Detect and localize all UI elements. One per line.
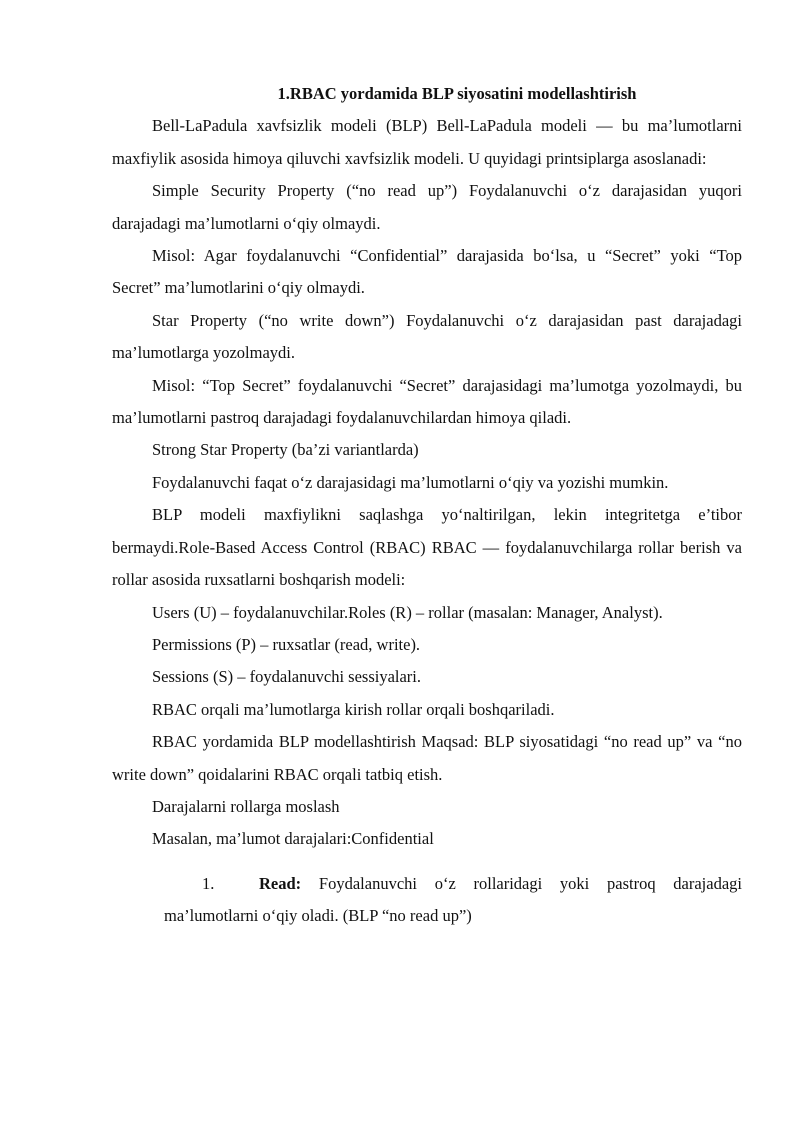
paragraph-example-write: Misol: “Top Secret” foydalanuvchi “Secret” darajasidagi ma’lumotga yozolmaydi, bu ma’lumotlarni pastroq darajadagi foydalanuvchilardan himoya qiladi. (112, 375, 742, 428)
paragraph-permissions: Permissions (P) – ruxsatlar (read, write). (152, 634, 421, 654)
list-number: 1. (202, 873, 215, 893)
paragraph-users-roles: Users (U) – foydalanuvchilar.Roles (R) – rollar (masalan: Manager, Analyst). (152, 602, 663, 622)
list-item-read (164, 868, 742, 933)
list-item-bold-label: Read: (259, 873, 302, 893)
paragraph-example-read: Misol: Agar foydalanuvchi “Confidential” darajasida bo‘lsa, u “Secret” yoki “Top Secret” ma’lumotlarini o‘qiy olmaydi. (112, 246, 742, 298)
paragraph-levels-roles: Darajalarni rollarga moslash (152, 796, 340, 816)
paragraph-strong-star: Strong Star Property (ba’zi variantlarda) (152, 440, 419, 460)
paragraph-strong-star-desc: Foydalanuvchi faqat o‘z darajasidagi ma’lumotlarni o‘qiy va yozishi mumkin. (152, 472, 669, 492)
paragraph-sessions: Sessions (S) – foydalanuvchi sessiyalari. (152, 667, 422, 687)
list-item-text: Foydalanuvchi o‘z rollaridagi yoki pastroq darajadagi ma’lumotlarni o‘qiy oladi. (BLP “no read up”) (164, 873, 742, 926)
paragraph-simple-security: Simple Security Property (“no read up”) Foydalanuvchi o‘z darajasidan yuqori darajadagi ma’lumotlarni o‘qiy olmaydi. (112, 181, 742, 233)
document-title: 1.RBAC yordamida BLP siyosatini modellashtirish (277, 84, 637, 103)
paragraph-rbac-blp-goal: RBAC yordamida BLP modellashtirish Maqsad: BLP siyosatidagi “no read up” va “no write down” qoidalarini RBAC orqali tatbiq etish. (112, 732, 742, 784)
paragraph-blp-intro: Bell-LaPadula xavfsizlik modeli (BLP) Bell-LaPadula modeli — bu ma’lumotlarni maxfiylik asosida himoya qiluvchi xavfsizlik modeli. U quyidagi printsiplarga asoslanadi: (112, 116, 742, 168)
paragraph-blp-rbac-intro: BLP modeli maxfiylikni saqlashga yo‘naltirilgan, lekin integritetga e’tibor bermaydi.Role-Based Access Control (RBAC) RBAC — foydalanuvchilarga rollar berish va rollar asosida ruxsatlarni boshqarish modeli: (112, 505, 742, 590)
paragraph-data-levels: Masalan, ma’lumot darajalari:Confidential (152, 829, 434, 849)
paragraph-rbac-access: RBAC orqali ma’lumotlarga kirish rollar orqali boshqariladi. (152, 699, 555, 719)
document-page (112, 78, 742, 933)
paragraph-star-property: Star Property (“no write down”) Foydalanuvchi o‘z darajasidan past darajadagi ma’lumotlarga yozolmaydi. (112, 310, 742, 363)
